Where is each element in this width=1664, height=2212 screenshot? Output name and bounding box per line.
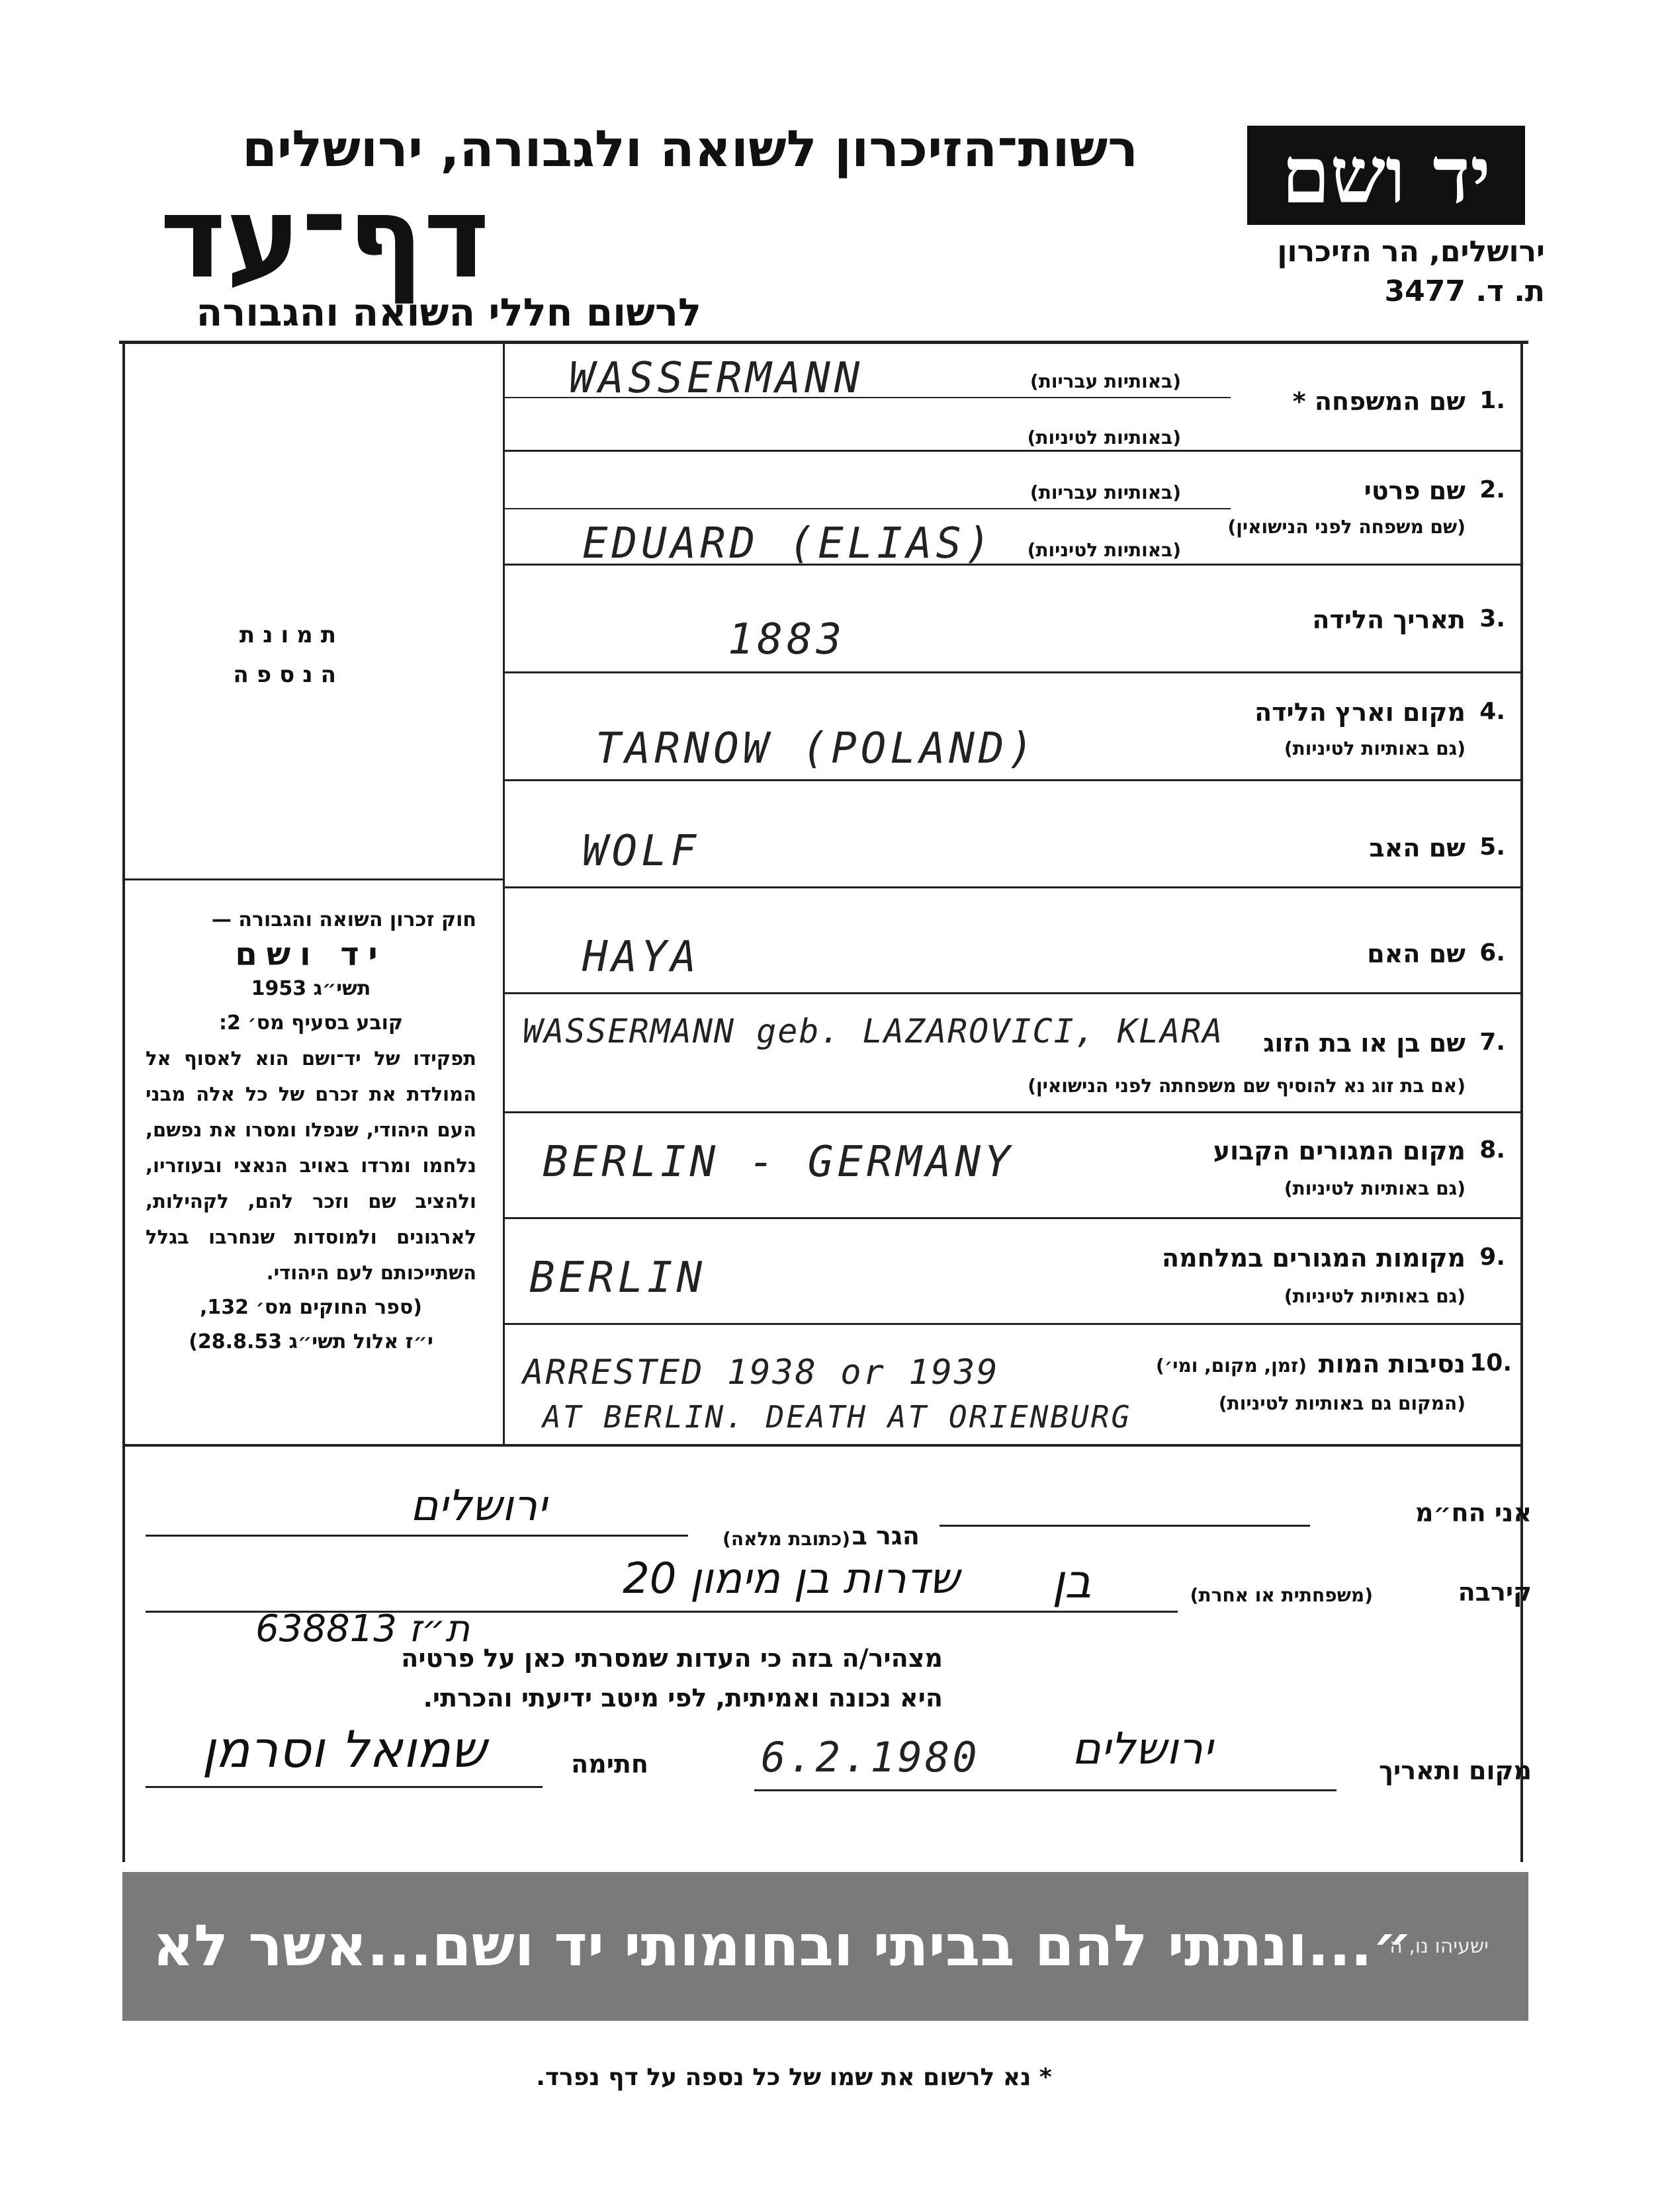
- left-border: [122, 341, 125, 1862]
- field-number: 3.: [1479, 605, 1505, 632]
- hint-relation: (משפחתית או אחרת): [1190, 1584, 1373, 1606]
- value-first-name: EDUARD (ELIAS): [582, 519, 995, 568]
- value-death-circumstances-1: ARRESTED 1938 or 1939: [523, 1353, 1000, 1392]
- field-label-birth-date: תאריך הלידה: [1312, 605, 1466, 634]
- value-residence: BERLIN - GERMANY: [543, 1138, 1014, 1187]
- hint-latin-letters: (באותיות לטיניות): [1027, 427, 1181, 448]
- hint-spouse-maiden: (אם בת זוג נא להוסיף שם משפחתה לפני הנישואין): [1028, 1075, 1466, 1097]
- form-subtitle: לרשום חללי השואה והגבורה: [196, 290, 701, 335]
- declaration-statement-2: היא נכונה ואמיתית, לפי מיטב ידיעתי והכרתי.: [423, 1683, 943, 1713]
- value-street-address: שדרות בן מימון 20: [623, 1554, 959, 1603]
- law-source-2: י״ז אלול תשי״ג 28.8.53): [189, 1330, 433, 1353]
- value-father: WOLF: [582, 827, 701, 876]
- field-number: 8.: [1479, 1136, 1505, 1164]
- field-label-birth-place: מקום וארץ הלידה: [1254, 698, 1466, 727]
- address-line-1: ירושלים, הר הזיכרון: [1277, 235, 1545, 269]
- footnote: * נא לרשום את שמו של כל נספה על דף נפרד.: [536, 2064, 1052, 2091]
- value-death-circumstances-2: AT BERLIN. DEATH AT ORIENBURG: [543, 1399, 1132, 1435]
- signature: שמואל וסרמן: [202, 1720, 486, 1779]
- address-line: [146, 1535, 688, 1537]
- field-number: 10.: [1469, 1349, 1512, 1377]
- law-clause: קובע בסעיף מס׳ 2:: [218, 1011, 404, 1035]
- label-place-date: מקום ותאריך: [1379, 1756, 1532, 1785]
- law-excerpt: [146, 903, 476, 1359]
- form-title: דף־עד: [159, 173, 490, 304]
- value-wartime-residence: BERLIN: [529, 1254, 707, 1302]
- field-number: 7.: [1479, 1029, 1505, 1056]
- authority-title: רשות־הזיכרון לשואה ולגבורה, ירושלים: [242, 119, 1138, 178]
- value-place: ירושלים: [1072, 1723, 1213, 1774]
- law-year: תשי״ג 1953: [251, 977, 371, 1000]
- top-rule: [119, 341, 1528, 344]
- label-signature: חתימה: [571, 1750, 648, 1779]
- row-separator: [503, 779, 1523, 781]
- photo-placeholder-label: תמונת הנספה: [233, 622, 344, 688]
- field-number: 5.: [1479, 833, 1505, 861]
- field-number: 9.: [1479, 1244, 1505, 1271]
- value-surname: WASSERMANN: [569, 354, 864, 403]
- value-address: ירושלים: [410, 1482, 547, 1531]
- hint-maiden-name: (שם משפחה לפני הנישואין): [1227, 516, 1466, 538]
- law-name: יד ושם: [235, 936, 387, 973]
- value-birth-date: 1883: [728, 615, 846, 664]
- hint-latin-also: (גם באותיות לטיניות): [1284, 1285, 1466, 1307]
- row-separator: [503, 671, 1523, 673]
- field-label-residence: מקום המגורים הקבוע: [1213, 1136, 1466, 1166]
- field-number: 2.: [1479, 476, 1505, 503]
- field-number: 1.: [1479, 387, 1505, 414]
- value-spouse: WASSERMANN geb. LAZAROVICI, KLARA: [523, 1012, 1224, 1050]
- field-label-wartime-residence: מקומות המגורים במלחמה: [1161, 1244, 1466, 1273]
- value-id-number: ת״ז 638813: [255, 1607, 470, 1650]
- hint-latin-also: (גם באותיות לטיניות): [1284, 738, 1466, 759]
- field-label-mother: שם האם: [1367, 939, 1466, 968]
- row-separator: [503, 450, 1523, 452]
- field-label-death-circumstances: נסיבות המות: [1318, 1349, 1466, 1379]
- field-number: 6.: [1479, 939, 1505, 966]
- sub-rule: [503, 508, 1231, 509]
- banner-source: ישעיהו נו, ה: [1389, 1935, 1489, 1958]
- declaration-divider: [122, 1444, 1523, 1447]
- hint-place-latin: (המקום גם באותיות לטיניות): [1218, 1392, 1466, 1414]
- value-mother: HAYA: [582, 933, 701, 982]
- field-label-father: שם האב: [1369, 833, 1466, 863]
- label-relation: קירבה: [1458, 1578, 1532, 1607]
- hint-latin-also: (גם באותיות לטיניות): [1284, 1177, 1466, 1199]
- hint-hebrew-letters: (באותיות עבריות): [1029, 482, 1181, 503]
- row-separator: [503, 1111, 1523, 1113]
- label-resides: הגר ב: [852, 1521, 920, 1551]
- row-separator: [503, 992, 1523, 994]
- right-border: [1520, 341, 1523, 1862]
- label-undersigned: אני הח״מ: [1415, 1498, 1532, 1527]
- banner-quote: ״...ונתתי להם בביתי ובחומותי יד ושם...אשר לא יכרת״: [152, 1913, 1413, 2128]
- row-separator: [503, 1323, 1523, 1325]
- signature-line: [146, 1786, 543, 1788]
- field-label-surname: שם המשפחה *: [1292, 387, 1466, 416]
- field-number: 4.: [1479, 698, 1505, 725]
- undersigned-line: [940, 1525, 1310, 1527]
- value-date: 6.2.1980: [761, 1733, 980, 1781]
- hint-full-address: (כתובת מלאה): [723, 1528, 850, 1550]
- row-separator: [503, 1217, 1523, 1219]
- value-birth-place: TARNOW (POLAND): [595, 724, 1037, 773]
- yad-vashem-logo: יד ושם: [1281, 129, 1491, 221]
- law-title: חוק זכרון השואה והגבורה —: [211, 908, 476, 931]
- hint-latin-letters: (באותיות לטיניות): [1027, 539, 1181, 561]
- place-date-line: [754, 1789, 1336, 1791]
- law-body: תפקידו של יד־ושם הוא לאסוף אל המולדת את זכרם של כל אלה מבני העם היהודי, שנפלו ומסרו את נפשם, נלחמו ומרדו באויב הנאצי ובעוזריו, ולהציב שם וזכר להם, לקהילות, לארגונים ולמוסדות שנחרבו בגלל השתייכותם לעם היהודי.: [146, 1047, 476, 1284]
- hint-time-place: (זמן, מקום, ומי׳): [1156, 1355, 1307, 1377]
- photo-box-divider: [122, 878, 505, 880]
- declaration-statement-1: מצהיר/ה בזה כי העדות שמסרתי כאן על פרטיה: [401, 1644, 943, 1673]
- field-label-first-name: שם פרטי: [1364, 476, 1466, 505]
- value-relation: בן: [1052, 1554, 1092, 1609]
- law-source-1: (ספר החוקים מס׳ 132,: [199, 1296, 422, 1319]
- row-separator: [503, 886, 1523, 888]
- address-line-2: ת. ד. 3477: [1384, 275, 1545, 308]
- hint-hebrew-letters: (באותיות עבריות): [1029, 370, 1181, 392]
- field-label-spouse: שם בן או בת הזוג: [1263, 1029, 1466, 1058]
